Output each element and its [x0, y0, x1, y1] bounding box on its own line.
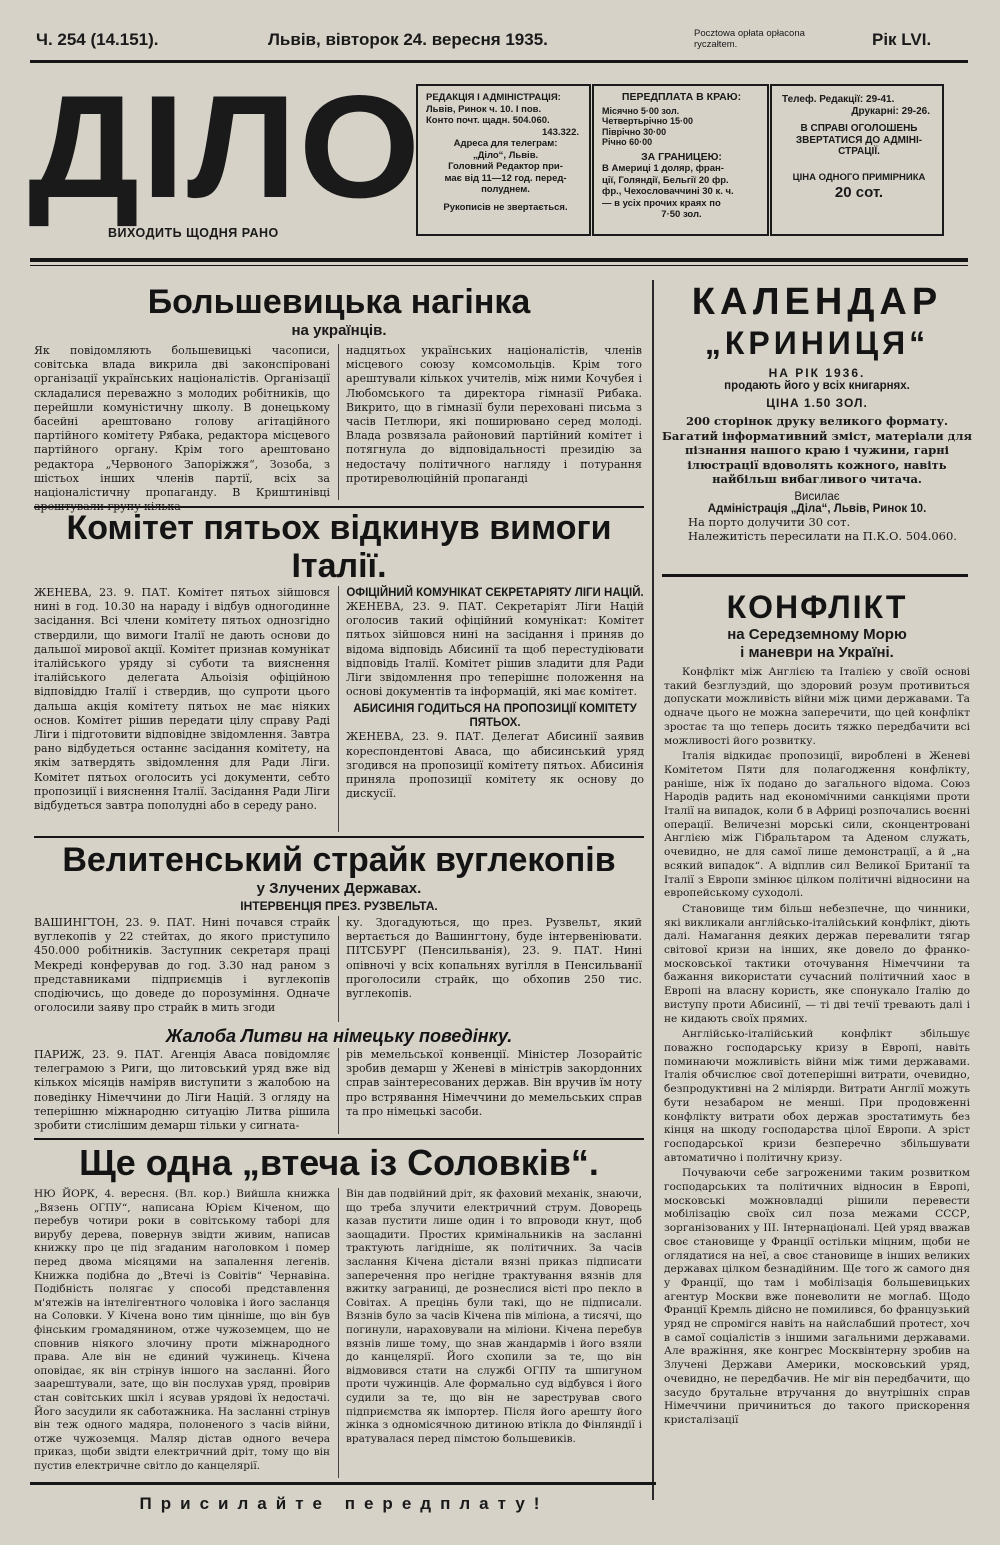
abroad-line: фр., Чехословаччині 30 к. ч.: [602, 186, 734, 197]
phone-printing: Друкарні: 29-26.: [851, 105, 930, 117]
article1-col1: Як повідомляють большевицькі часописи, совітська влада викрила дві законспіровані організації українських націоналістів. Організації складалися переважно з молодих робітників, що перейшли комуністичну школу. В донецькому басейні арештовано голову агітаційного партійного комітету Рябака, редактора місцевого партійного органу. Крім того арештовано редактора „Червоного Запоріжжя“, Зозоба, з шістьох інших членів партії, всіх за націоналістичну пропаганду. В Криштинівці: [34, 344, 330, 500]
article2-communique-text: ЖЕНЕВА, 23. 9. ПАТ. Секретаріят Ліги Націй оголосив такий офіційний комунікат: Комітет пятьох зійшовся нині на засідання і приняв до відома відповідь Абисинії та щоб перестудіювати відповідь Італії. Комітет рішив зладити для Ради Ліги звідомлення про теперішнє положення на основі документів та інформацій, які має комітет.: [346, 600, 644, 699]
article5-title: Ще одна „втеча із Соловків“.: [79, 1142, 599, 1183]
editorial-heading: РЕДАКЦІЯ І АДМІНІСТРАЦІЯ:: [426, 92, 561, 103]
issue-number: Ч. 254 (14.151).: [36, 30, 159, 49]
volume-year: Рік LVI.: [872, 30, 932, 49]
editorial-line: Рукописів не звертається.: [443, 201, 568, 213]
article2-subhead-communique: ОФІЦІЙНИЙ КОМУНІКАТ СЕКРЕТАРІЯТУ ЛІГИ НАЦІЙ.: [346, 587, 644, 599]
article2-subhead-abyssinia: АБИСИНІЯ ГОДИТЬСЯ НА ПРОПОЗИЦІЇ КОМІТЕТУ ПЯТЬОХ.: [353, 703, 637, 730]
article3-divider: [338, 916, 339, 1022]
top-rule: [30, 60, 968, 63]
conflict-subtitle2: і маневри на Україні.: [740, 644, 894, 661]
article2-title-line2: Італії.: [291, 547, 387, 585]
price-value: 20 сот.: [834, 184, 884, 201]
calendar-description: 200 сторінок друку великого формату. Багатий інформативний зміст, матеріали для пізнання нашого краю і чужини, гарні ілюстрації вдоволять кожного, навіть найбільш вибагливого читача.: [662, 414, 972, 486]
article2-title-line1: Комітет пятьох відкинув вимоги: [66, 509, 612, 547]
calendar-pko: Належитість пересилати на П.К.О. 504.060.: [688, 528, 957, 543]
phone-editorial: Телеф. Редакції: 29-41.: [782, 94, 895, 105]
conflict-para5: Почуваючи себе загроженими таким розвитком господарських та політичних відносин в Европі, московські можновладці рішили перевести мобілізацію своїх сил поза межами СССР, зорганізованих у III. Інтернаціоналі. Цей уряд вважав своє становище у Франції остільки міцним, щоби не оглядатися на неї, а своє становище в інших великих державах цілком безнадійним. Ще того ж самого дня у Франції, що там і мобілізація большевицьких агентур Москви вже поневолити не моглаб. Щодо Франції Кремль дійсно не помилився, бо французький уряд не спромігся навіть на найслабший протест, хоч в самої соціалістів з іншими загальними державами. Але вражіння, яке конгрес Москвінтерну зробив на Злучені Держави Америки, московський уряд, очевидно, не передбачив. Не міг він передбачити, що засудо брутальне втручання до внутрішніх справ Німеччини причиниться до такого прискорення кристалізації: [664, 1167, 970, 1426]
abroad-heading: ЗА ГРАНИЦЕЮ:: [641, 150, 722, 163]
abroad-line: В Америці 1 доляр, фран-: [602, 163, 724, 174]
subscription-rate: Місячно 5·00 зол.: [602, 105, 680, 116]
masthead-rule: [30, 258, 968, 262]
editorial-line: „Діло“, Львів.: [472, 149, 539, 161]
editorial-line: має від 11—12 год. перед-: [444, 172, 567, 184]
article1-subtitle: на українців.: [291, 322, 387, 339]
article2-col2: [346, 586, 644, 801]
calendar-name: „КРИНИЦЯ“: [704, 325, 930, 361]
ads-line: СТРАЦІЇ.: [838, 146, 880, 157]
calendar-ad: [662, 280, 972, 543]
dateline: Львів, вівторок 24. вересня 1935.: [268, 30, 548, 49]
masthead-rule-thin: [30, 265, 968, 266]
conflict-title: КОНФЛІКТ: [726, 589, 908, 625]
calendar-title: КАЛЕНДАР: [691, 281, 943, 323]
editorial-box: [416, 84, 591, 236]
calendar-sender-label: Висилає: [794, 490, 840, 503]
abroad-line: 7·50 зол.: [661, 209, 702, 220]
article1-title: Большевицька нагінка: [147, 283, 531, 321]
conflict-subtitle1: на Середземному Морю: [727, 626, 907, 643]
masthead-title: ДІЛО: [28, 65, 423, 228]
footer-slogan: Присилайте передплату!: [139, 1494, 549, 1513]
article1-col2: надцятьох українських націоналістів, членів місцевого союзу комсомольців. Крім того арештували кількох учителів, між ними Кочубея і Любомського та директора гімназії Рибака. Викрито, що в гімназії були переховані письма з часів Петлюри, які поширювано серед молоді. Влада розвязала районовий партійний комітет і потягнула до відповідальності президію за недостачу політичного нагляду і потурання протиреволюційній пропаганді: [346, 344, 642, 485]
editorial-line: полуднем.: [481, 184, 530, 195]
article5-col1: НЮ ЙОРК, 4. вересня. (Вл. кор.) Вийшла книжка „Вязень ОГПУ“, написана Юрієм Кіченом, що перебув чотири роки в совітському таборі для вирубу дерева, повернув звідти живим, написав книжку про це під згаданим наголовком і помер перед двома місяцями на запалення легенів. Книжка подібна до „Втечі із Совітів“ Чернавіна. Подібність полягає у способі представлення м'ятежів на інтелігентного чоловіка і його засланця на Соловки. У Кічена воно тим цінніше, що він був фінським громадянином, отже чужоземцем, що не сповнив ніякого злочину проти міжнародного права. Але він не єдиний чужинець. Кічена оповідає, як він стрінув іншого на засланні. Його заарештували, зате, що він послухав уряд, провірив стан совітських шкіл і ясував урядові їх недостачі. Його засудили як саботажника. На засланні стрінув він теж одного мадяра, полоненого з часів війни, отже чужоземця. Маляр дістав одного вечера приказ, щоби звідти електричний дріт, тому що він пустив електричне світло до канцелярії.: [34, 1188, 330, 1472]
ads-line: ЗВЕРТАТИСЯ ДО АДМІНІ-: [795, 134, 923, 146]
article2-divider: [338, 586, 339, 832]
calendar-price: ЦІНА 1.50 ЗОЛ.: [766, 396, 868, 410]
subscription-rate: Четвертьрічно 15·00: [602, 116, 694, 126]
subscription-box: [592, 84, 769, 236]
subscription-rate: Річно 60·00: [602, 137, 653, 147]
article4-col2: рів мемельської конвенції. Міністер Лозорайтіс зробив демарш у Женеві в міністрів закордонних справ заінтересованих держав. Він вручив їм ноту про встрявання Німеччини до мемельських справ та про німецькі засоби.: [346, 1048, 642, 1118]
article3-col2: ку. Здогадуються, що през. Рузвельт, який вертається до Вашингтону, буде інтервеніювати. ПІТСБУРГ (Пенсильванія), 23. 9. ПАТ. Нині опівночі у всіх копальнях вугілля в Пенсильванії проголосили страйк, що обхопив 250 тис. вуглекопів.: [346, 916, 642, 1001]
conflict-article: [664, 588, 970, 1428]
article3-title: Велитенський страйк вуглекопів: [62, 841, 616, 879]
conflict-para2: Італія відкидає пропозиції, вироблені в Женеві Комітетом Пяти для полагодження конфлікту, раніше, ніж їх подано до загального відома. Союз Народів радить над економічними санкціями проти Італії на випадок, коли б в Африці розпочались воєнні операції. Величезні морські сили, сконцентровані Англією між Гібральтаром та Аденом служать, очевидно, не для самої лише демонстрації, а й „на всякий випадок“. А відплив сил Великої Британії та Італії з Европи змінює цілком політичні відносини на европейському суходолі.: [664, 750, 970, 900]
price-label: ЦІНА ОДНОГО ПРИМІРНИКА: [792, 171, 926, 183]
article5-divider: [338, 1188, 339, 1478]
subscription-rate: Піврічно 30·00: [602, 126, 667, 137]
editorial-line: Адреса для телеграм:: [453, 138, 558, 149]
article3-subtitle2: ІНТЕРВЕНЦІЯ ПРЕЗ. РУЗВЕЛЬТА.: [240, 899, 438, 913]
phones-box: [770, 84, 944, 236]
article4-col1: ПАРИЖ, 23. 9. ПАТ. Агенція Аваса повідомляє телеграмою з Риги, що литовський уряд вже від кількох місяців наміряв виступити з жалобою на поведінку Німеччини до Ліги Націй. З огляду на теперішню міжнародню ситуацію Литва рішила зробити стислішим демарш тільки у сигната-: [34, 1048, 330, 1133]
editorial-line: Головний Редактор при-: [448, 161, 563, 172]
article1-divider: [338, 344, 339, 500]
editorial-line: Конто почт. щадн. 504.060.: [426, 115, 550, 126]
article2-abyssinia-text: ЖЕНЕВА, 23. 9. ПАТ. Делегат Абисинії заявив кореспондентові Аваса, що абисинський уряд згодився на пропозиції комітету пятьох. Абисинія приняла пропозиції комітету як основу до дискусії.: [346, 730, 644, 801]
column-separator: [652, 280, 654, 1500]
article4-title: Жалоба Литви на німецьку поведінку.: [165, 1026, 513, 1046]
calendar-postage: На порто долучити 30 сот.: [688, 514, 851, 529]
editorial-line: Львів, Ринок ч. 10. І пов.: [426, 103, 542, 115]
conflict-para3: Становище тим більш небезпечне, що чинники, які викликали англійсько-італійський конфлікт, діють далі. Намагання деяких держав перевалити тягар світової кризи на інших, яке довело до франко-московської тактики оточування Німеччини та бажання використати сучасний політичний хаос в Европі на власну користь, яке спонукало Італію до виступу проти Абисинії, — ті дві течії тревають далі і не кидають своїх прямих.: [664, 902, 970, 1025]
footer-rule: [30, 1482, 656, 1485]
abroad-line: ції, Голяндії, Бельгії 20 фр.: [602, 174, 729, 186]
calendar-sold: продають його у всіх книгарнях.: [724, 380, 910, 392]
calendar-sender: Адміністрація „Діла“, Львів, Ринок 10.: [707, 502, 927, 515]
ads-line: В СПРАВІ ОГОЛОШЕНЬ: [800, 123, 918, 134]
article2-col1: ЖЕНЕВА, 23. 9. ПАТ. Комітет пятьох зійшовся нині в год. 10.30 на нараду і відбув одногодинне засідання. Всі члени комітету пятьох однозгідно ствердили, що вимоги Італії не дають основи до дальшої мирової акції. Комітет признав комунікат італійського уряду зі суботи та вияснення італійського делегата Альоізія офіційною відповіддю Італії і ствердив, що супроти цього дальша акція комітету пятьох не має ніяких основ. Комітет рішив передати цілу справу Раді Ліги і підготовити відповідне звідомлення. Завтра рано відбудеться останнє засідання комітету, на якім затвердять звідомлення для Ради Ліги. Комітет пятьох оголосить усі документи, себто пропозиції і вияснення Італії. Засідання Ради Ліги відбудеться завтра пополудні або в середу рано.: [34, 586, 330, 813]
conflict-para1: Конфлікт між Англією та Італією у своїй основі такий безглуздий, що здоровий розум противиться допускати можливість війни між цими державами. Та одначе цього не можна заперечити, що цей конфлікт зростає та що теперь досить тяжко передбачити всі можливості його розвитку.: [664, 666, 970, 747]
postage-note: Pocztowa opłata opłacona ryczałtem.: [694, 28, 805, 50]
article3-subtitle: у Злучених Державах.: [256, 880, 422, 897]
editorial-line: 143.322.: [542, 126, 579, 138]
masthead-tagline: ВИХОДИТЬ ЩОДНЯ РАНО: [108, 226, 279, 240]
calendar-year: НА РІК 1936.: [768, 366, 866, 380]
article4-divider: [338, 1048, 339, 1134]
rule-calendar: [662, 574, 968, 577]
article5-col2: Він дав подвійний дріт, як фаховий механік, знаючи, що треба злучити електричний струм. Доворець казав пустити лише один і то впроводи кнут, щоб заощадити. Простих кримінальників на засланні трактують лагідніше, як політичних. За часів заслання Кічена дістали вязні приказ підписати заперечення про негідне трактування вязнів для вжитку заграниці, де рознеслися вісті про пекло в Совітах. А прецінь були такі, що не підписали. Вязнів було за часів Кічена пів міліона, а тисячі, що погинули, нараховували на міліони. Кіченa перебув вязнів лише тому, що знав жандармів і його взяли до канцелярії. Його схопили за те, що він відмовився стати на службі ОГПУ та шпигуном проти чужинців. Але формально суд відбувся і його судили за те, що він не зарестрував свого підприємства як імпортер. Після його арешту його жінка з одномісячною дитиною втікла до Фінляндії і вратувалася перед пімстою большевиків.: [346, 1188, 642, 1445]
article3-col1: ВАШИНГТОН, 23. 9. ПАТ. Нині почався страйк вуглекопів у 22 стейтах, до якого приступило 450.000 робітників. Заступник секретаря праці Мекреді конферував до год. 3.30 над раном з представниками підприємців і вуглекопів сподіючись, що доведе до порозуміння. Одначе оголосили заяву про страйк в мить згоди: [34, 916, 330, 1015]
conflict-para4: Англійсько-італійський конфлікт збільшує поважно господарську кризу в Европі, навіть поминаючи можливість війни між тими державами. Італія обчислює свої дотеперішні витрати, очевидно, безпродуктивні на 2 міліярди. Витрати Англії можуть бути незабаром не менші. При продовженні конфлікту витрати обох держав зростатимуть без кінця на шкоду господарства цілої Европи. А зріст господарської кризи безперечно збільшувати автоматично і політичну кризу.: [664, 1028, 970, 1164]
subscription-heading: ПЕРЕДПЛАТА В КРАЮ:: [621, 91, 742, 103]
abroad-line: — в усіх прочих краях по: [602, 197, 721, 209]
